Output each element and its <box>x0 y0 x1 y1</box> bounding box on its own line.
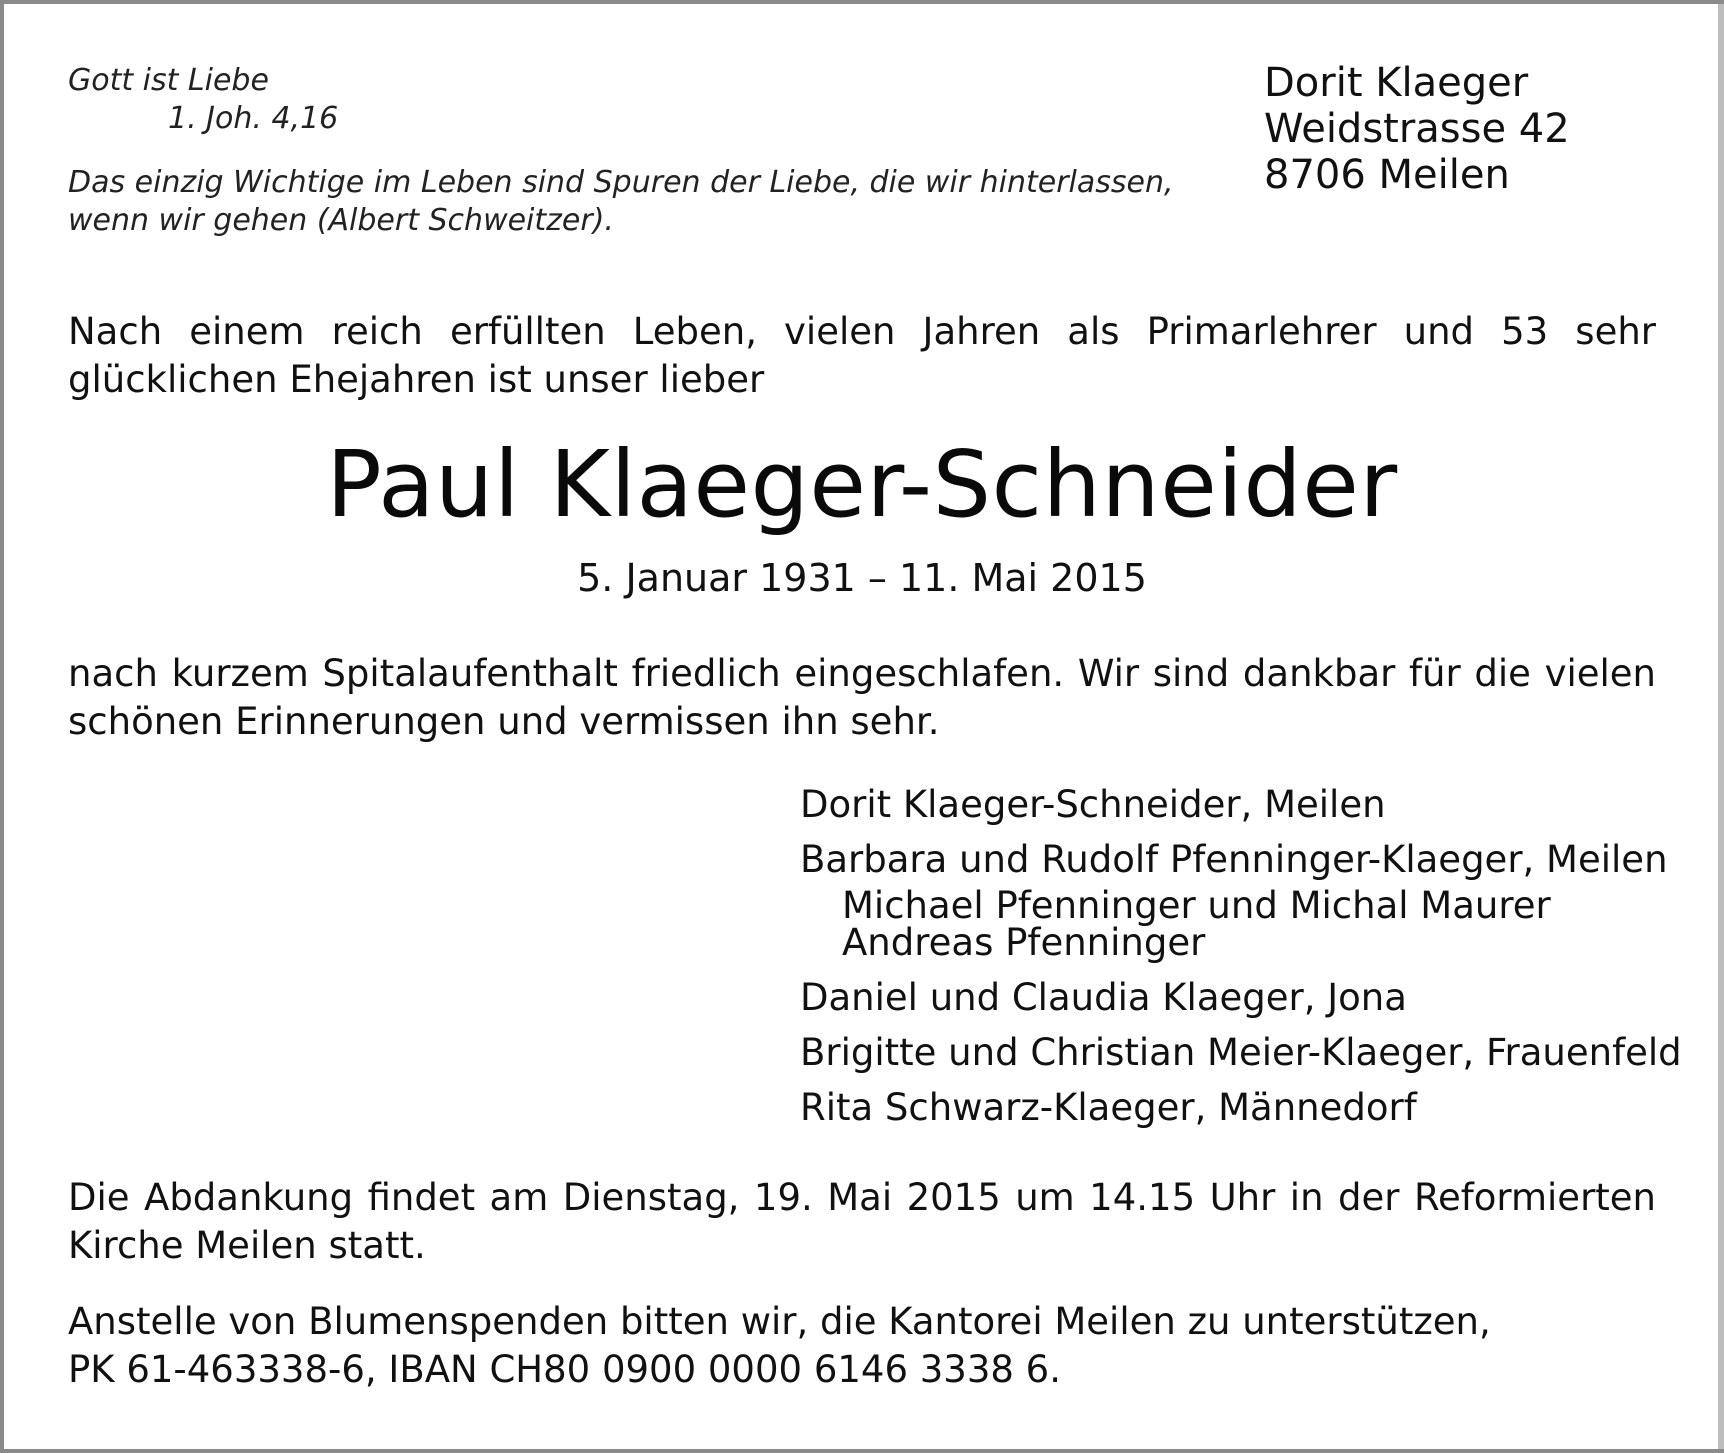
donation-bank-line: PK 61-463338-6, IBAN CH80 0900 0000 6146 3338 6. <box>68 1348 1061 1391</box>
quote-saying-line: Das einzig Wichtige im Leben sind Spuren der Liebe, die wir hinterlassen, <box>68 165 1174 200</box>
quote-saying <box>68 164 1174 240</box>
quote-saying-line: wenn wir gehen (Albert Schweitzer). <box>68 203 614 238</box>
intro-paragraph: Nach einem reich erfüllten Leben, vielen Jahren als Primarlehrer und 53 sehr glücklichen Ehejahren ist unser lieber <box>68 310 1656 401</box>
quote-verse: Gott ist Liebe <box>68 63 269 98</box>
address-name: Dorit Klaeger <box>1264 60 1529 106</box>
deceased-name: Paul Klaeger-Schneider <box>326 431 1398 538</box>
mourner-sub-entry: Andreas Pfenninger <box>842 921 1206 964</box>
donation-line: Anstelle von Blumenspenden bitten wir, die Kantorei Meilen zu unterstützen, <box>68 1300 1491 1343</box>
address-city: 8706 Meilen <box>1264 152 1510 198</box>
body-paragraph: nach kurzem Spitalaufenthalt friedlich eingeschlafen. Wir sind dankbar für die vielen schönen Erinnerungen und vermissen ihn sehr. <box>68 652 1656 743</box>
service-paragraph: Die Abdankung findet am Dienstag, 19. Mai 2015 um 14.15 Uhr in der Reformierten Kirche Meilen statt. <box>68 1176 1656 1267</box>
mourner-entry: Dorit Klaeger-Schneider, Meilen <box>800 783 1386 826</box>
mourners-list <box>800 782 1700 1140</box>
mourner-entry: Barbara und Rudolf Pfenninger-Klaeger, Meilen <box>800 838 1668 881</box>
mourner-sub-entry: Michael Pfenninger und Michal Maurer <box>842 884 1551 927</box>
life-dates: 5. Januar 1931 – 11. Mai 2015 <box>577 556 1147 600</box>
mourner-entry: Rita Schwarz-Klaeger, Männedorf <box>800 1086 1417 1129</box>
contact-address <box>1264 60 1570 198</box>
address-street: Weidstrasse 42 <box>1264 106 1570 152</box>
bible-quote <box>68 62 1174 240</box>
donation-paragraph <box>68 1298 1656 1394</box>
mourner-entry: Daniel und Claudia Klaeger, Jona <box>800 976 1407 1019</box>
mourner-entry: Brigitte und Christian Meier-Klaeger, Frauenfeld <box>800 1031 1682 1074</box>
quote-reference: 1. Joh. 4,16 <box>168 101 339 136</box>
